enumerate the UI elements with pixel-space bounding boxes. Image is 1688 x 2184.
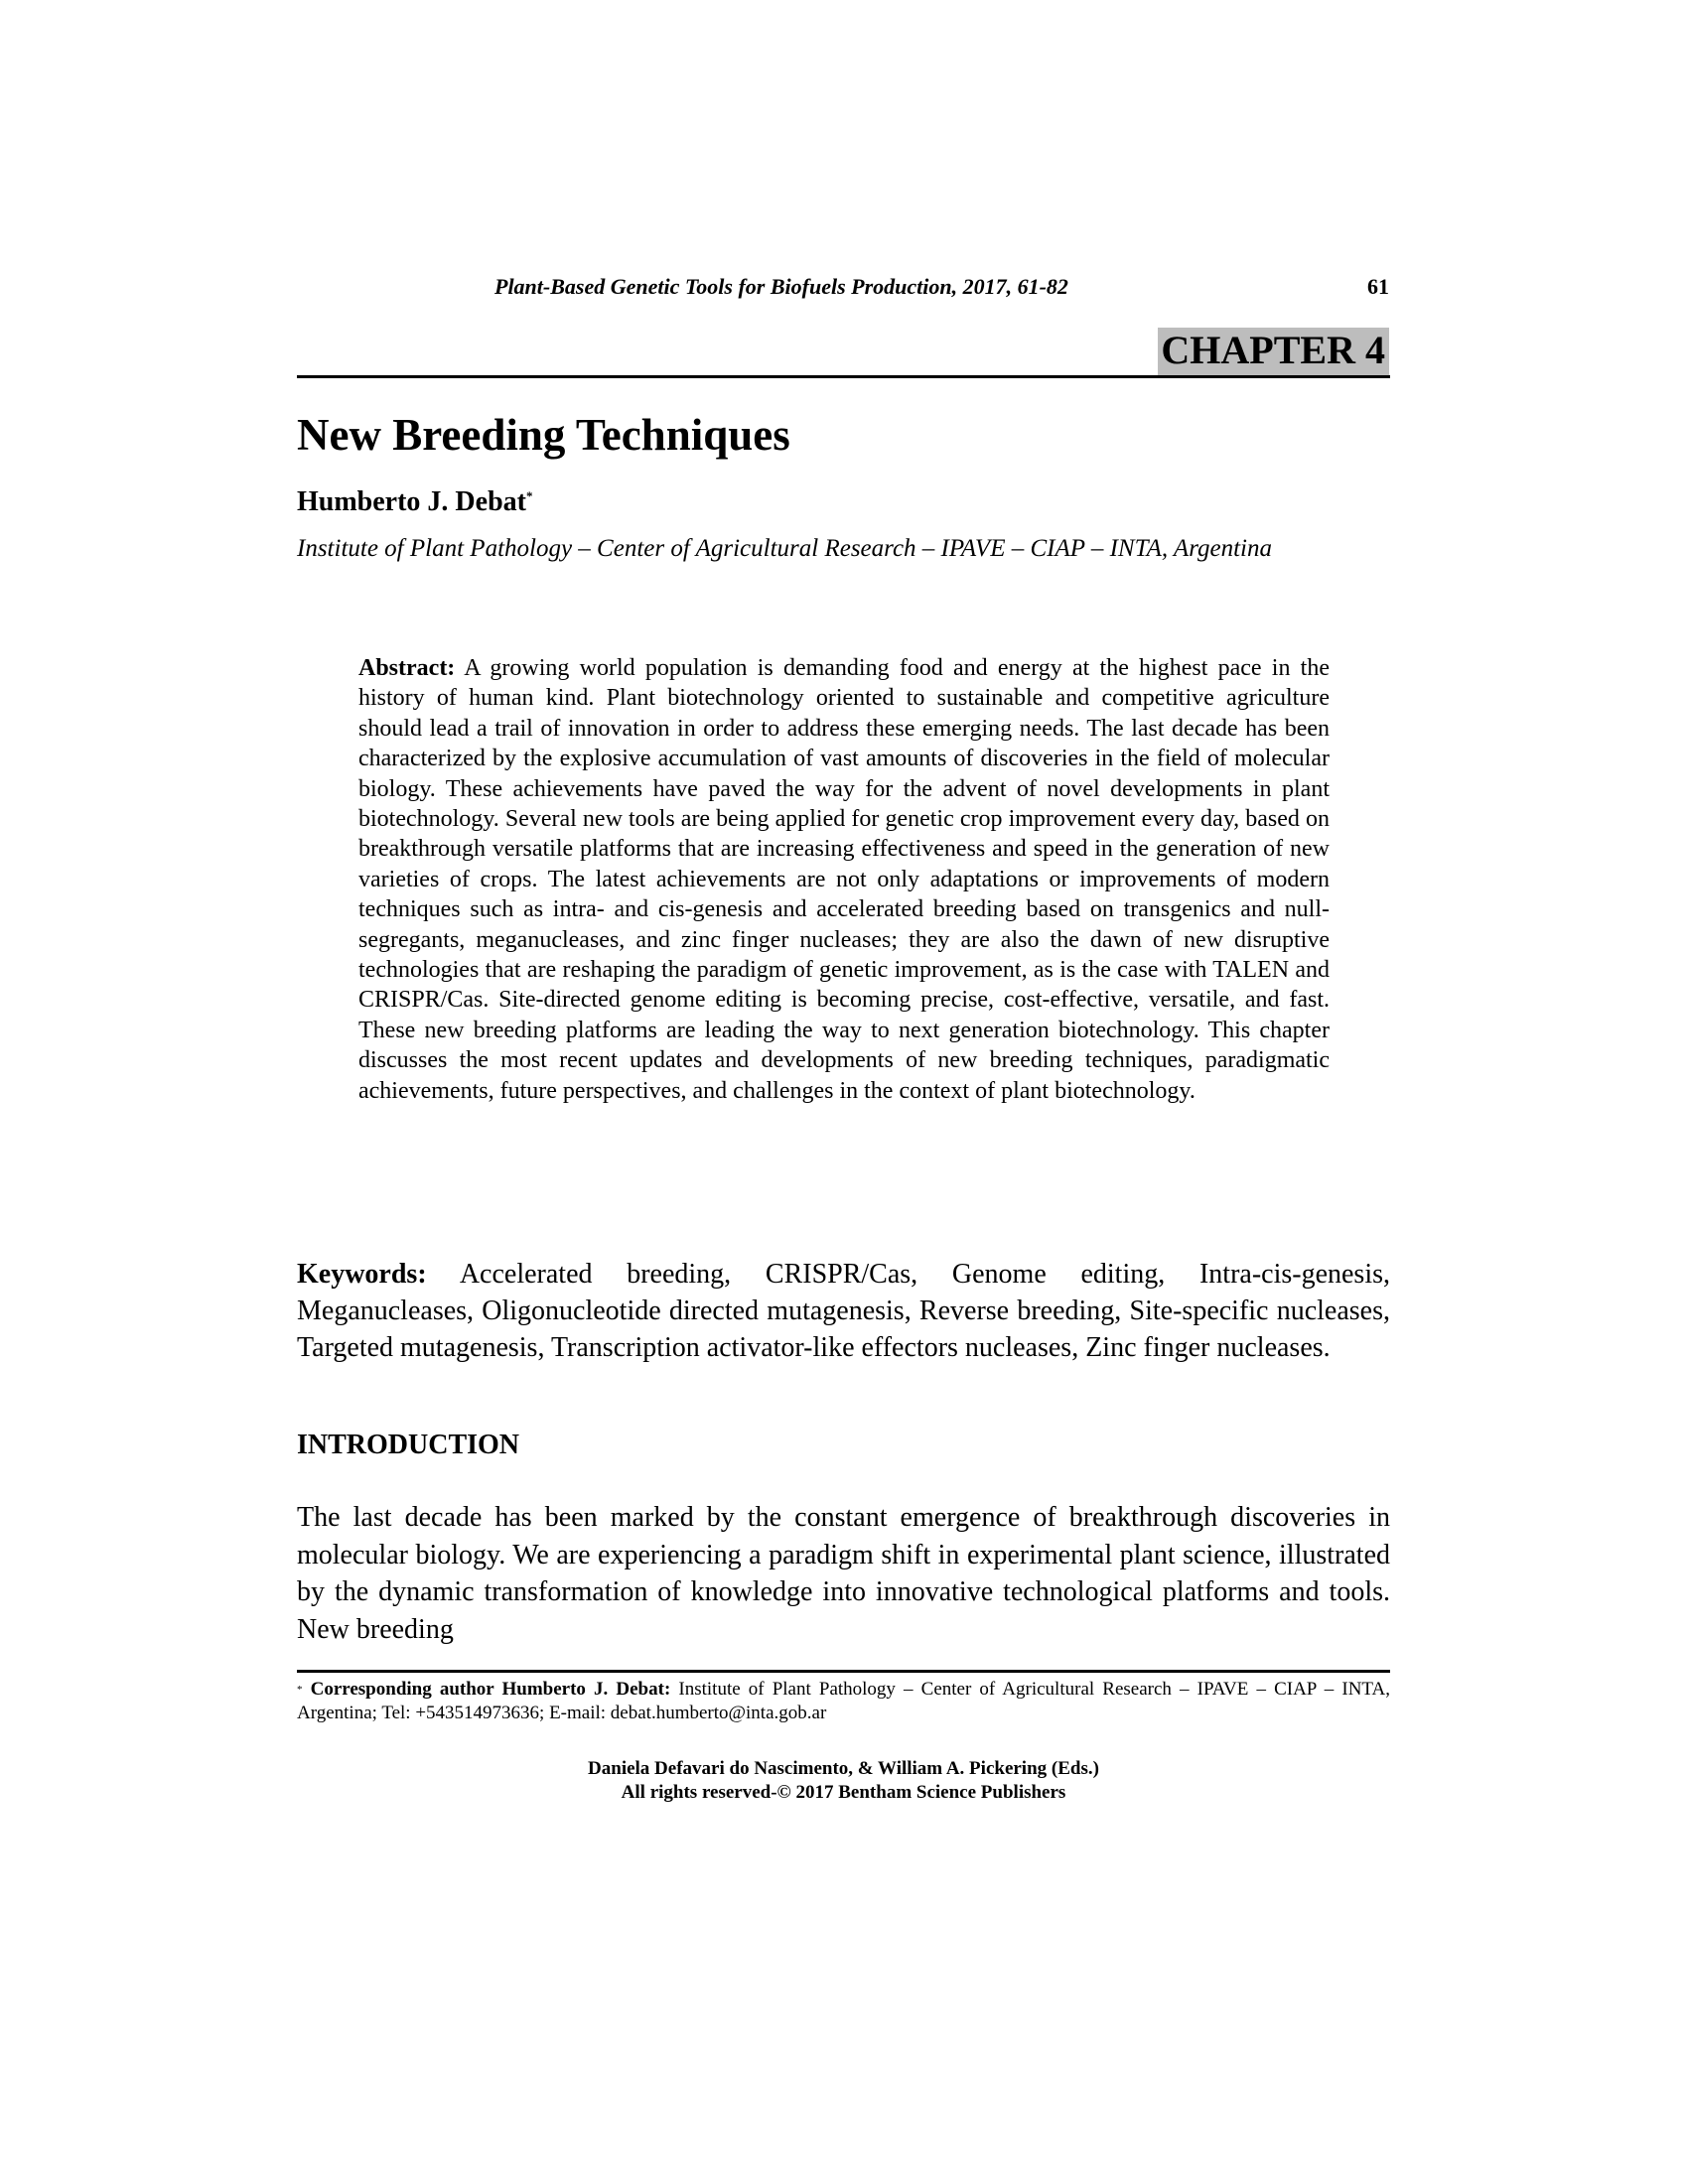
publisher-info <box>297 1757 1390 1805</box>
footnote-rule <box>297 1670 1390 1673</box>
author-name: Humberto J. Debat <box>297 486 526 517</box>
abstract-label: Abstract: <box>358 655 456 681</box>
affiliation: Institute of Plant Pathology – Center of Agricultural Research – IPAVE – CIAP – INTA, Argentina <box>297 535 1272 562</box>
keywords <box>297 1256 1390 1366</box>
year-pages: , 2017, 61-82 <box>951 274 1068 299</box>
chapter-title: New Breeding Techniques <box>297 410 790 460</box>
running-head <box>298 274 1389 304</box>
footnote-label: Corresponding author Humberto J. Debat: <box>302 1679 671 1700</box>
footnote-text: Institute of Plant Pathology – Center of Agricultural Research – IPAVE – CIAP – INTA, Argentina; Tel: +543514973636; E-mail: debat.humberto@inta.gob.ar <box>297 1679 1390 1723</box>
introduction-heading: INTRODUCTION <box>297 1430 520 1460</box>
rights-line: All rights reserved-© 2017 Bentham Science Publishers <box>621 1782 1066 1803</box>
author <box>297 486 532 518</box>
page-number: 61 <box>1367 274 1389 299</box>
chapter-label: CHAPTER 4 <box>1158 328 1389 375</box>
editors-line: Daniela Defavari do Nascimento, & William A. Pickering (Eds.) <box>588 1758 1099 1779</box>
book-title: Plant-Based Genetic Tools for Biofuels Production <box>494 274 952 299</box>
introduction-text: The last decade has been marked by the constant emergence of breakthrough discoveries in molecular biology. We are experiencing a paradigm shift in experimental plant science, illustrated by the dynamic transformation of knowledge into innovative technological platforms and tools. New breeding <box>297 1502 1390 1645</box>
top-rule <box>297 375 1390 378</box>
abstract-text: A growing world population is demanding food and energy at the highest pace in the history of human kind. Plant biotechnology oriented to sustainable and competitive agriculture should lead a trail of innovation in order to address these emerging needs. The last decade has been characterized by the explosive accumulation of vast amounts of discoveries in the field of molecular biology. These achievements have paved the way for the advent of novel developments in plant biotechnology. Several new tools are being applied for genetic crop improvement every day, based on breakthrough versatile platforms that are increasing effectiveness and speed in the generation of new varieties of crops. The latest achievements are not only adaptations or improvements of modern techniques such as intra- and cis-genesis and accelerated breeding based on transgenics and null-segregants, meganucleases, and zinc finger nucleases; they are also the dawn of new disruptive technologies that are reshaping the paradigm of genetic improvement, as is the case with TALEN and CRISPR/Cas. Site-directed genome editing is becoming precise, cost-effective, versatile, and fast. These new breeding platforms are leading the way to next generation biotechnology. This chapter discusses the most recent updates and developments of new breeding techniques, paradigmatic achievements, future perspectives, and challenges in the context of plant biotechnology. <box>358 655 1330 1104</box>
keywords-label: Keywords: <box>297 1259 427 1290</box>
keywords-text: Accelerated breeding, CRISPR/Cas, Genome editing, Intra-cis-genesis, Meganucleases, Oligonucleotide directed mutagenesis, Reverse breeding, Site-specific nucleases, Targeted mutagenesis, Transcription activator-like effectors nucleases, Zinc finger nucleases. <box>297 1259 1390 1363</box>
author-footnote-marker: * <box>525 488 533 503</box>
footnote-marker: * <box>297 1684 303 1696</box>
footnote <box>297 1678 1390 1725</box>
abstract <box>358 653 1330 1106</box>
running-head-title <box>494 274 1068 300</box>
